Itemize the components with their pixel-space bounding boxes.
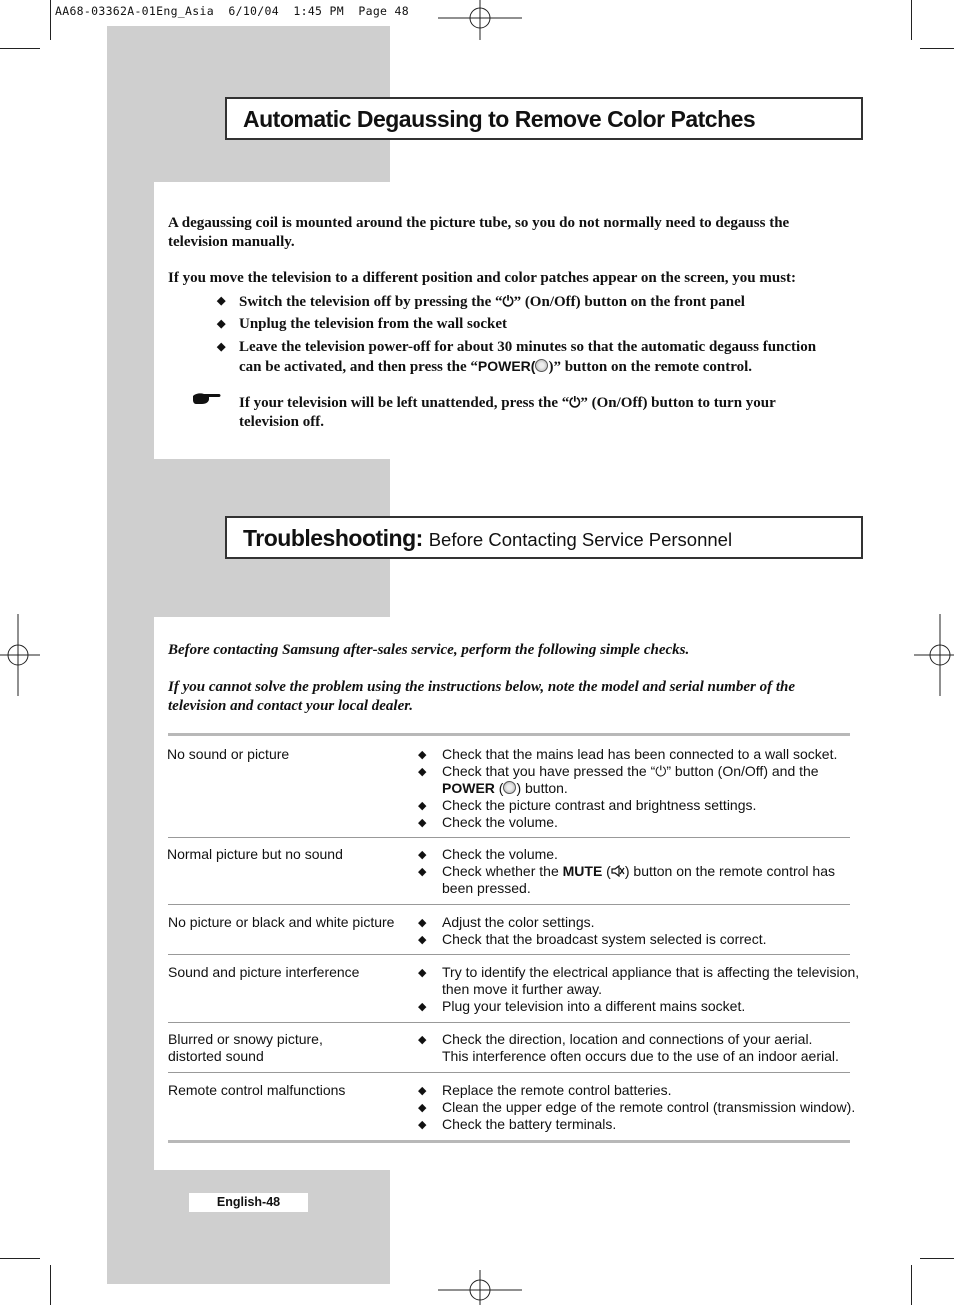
diamond-bullet-icon: ◆ bbox=[418, 967, 427, 979]
diamond-bullet-icon: ◆ bbox=[418, 866, 427, 878]
crop-mark bbox=[920, 1258, 954, 1259]
bullet-item bbox=[217, 338, 857, 378]
para-line: television manually. bbox=[168, 233, 295, 250]
table-row bbox=[418, 746, 858, 830]
table-row bbox=[418, 914, 858, 948]
page-number: English-48 bbox=[189, 1193, 308, 1212]
registration-mark-top bbox=[438, 0, 522, 40]
bullet-text: Switch the television off by pressing the “⏻” (On/Off) button on the front panel bbox=[239, 293, 745, 310]
diamond-bullet-icon: ◆ bbox=[418, 1034, 427, 1046]
table-row bbox=[418, 1082, 858, 1134]
note-line: television off. bbox=[239, 413, 324, 430]
table-top-rule bbox=[168, 733, 850, 736]
bullet-text: Leave the television power-off for about 30 minutes so that the automatic degauss function bbox=[239, 339, 817, 355]
diamond-bullet-icon: ◆ bbox=[217, 341, 226, 353]
crop-mark bbox=[911, 1265, 912, 1305]
section-subheading: Before Contacting Service Personnel bbox=[428, 529, 733, 550]
page-title: Automatic Degaussing to Remove Color Patches bbox=[243, 106, 756, 132]
problem-label: Normal picture but no sound bbox=[167, 846, 343, 862]
row-divider bbox=[168, 1022, 850, 1023]
power-symbol-icon: ⏻ bbox=[655, 763, 667, 779]
power-button-icon bbox=[503, 781, 516, 794]
bullet-text: can be activated, and then press the “POWER( )” button on the remote control. bbox=[239, 358, 753, 375]
check-item: ◆ Adjust the color settings. bbox=[418, 914, 595, 930]
note-line: If your television will be left unattended, press the “⏻” (On/Off) button to turn your bbox=[239, 394, 776, 411]
table-row bbox=[418, 1031, 858, 1065]
diamond-bullet-icon: ◆ bbox=[418, 934, 427, 946]
check-continuation: POWER ( ) button. bbox=[442, 780, 568, 796]
problem-label: Sound and picture interference bbox=[168, 964, 360, 980]
diamond-bullet-icon: ◆ bbox=[418, 1085, 427, 1097]
gray-band bbox=[107, 182, 154, 459]
diamond-bullet-icon: ◆ bbox=[217, 295, 226, 307]
check-item: ◆ Plug your television into a different mains socket. bbox=[418, 998, 746, 1014]
check-item: ◆ Try to identify the electrical appliance that is affecting the television, bbox=[418, 964, 860, 980]
troubleshoot-intro bbox=[168, 678, 858, 715]
problem-label: No picture or black and white picture bbox=[168, 914, 395, 930]
crop-mark bbox=[0, 1258, 40, 1259]
diamond-bullet-icon: ◆ bbox=[418, 817, 427, 829]
power-symbol-icon: ⏻ bbox=[502, 293, 514, 309]
diamond-bullet-icon: ◆ bbox=[418, 766, 427, 778]
troubleshoot-intro: Before contacting Samsung after-sales service, perform the following simple checks. bbox=[168, 642, 690, 658]
check-item: ◆ Check the direction, location and connections of your aerial. bbox=[418, 1031, 813, 1047]
check-continuation: then move it further away. bbox=[442, 981, 603, 997]
crop-mark bbox=[0, 48, 40, 49]
check-item: ◆ Check that you have pressed the “⏻” button (On/Off) and the bbox=[418, 763, 819, 779]
intro-line: television and contact your local dealer. bbox=[168, 697, 413, 714]
table-row bbox=[418, 964, 858, 1016]
crop-mark bbox=[920, 48, 954, 49]
registration-mark-left bbox=[0, 614, 40, 696]
registration-mark-bottom bbox=[438, 1270, 522, 1305]
diamond-bullet-icon: ◆ bbox=[418, 917, 427, 929]
check-continuation: This interference often occurs due to the use of an indoor aerial. bbox=[442, 1048, 839, 1064]
diamond-bullet-icon: ◆ bbox=[217, 318, 226, 330]
check-item: ◆ Check that the broadcast system selected is correct. bbox=[418, 931, 767, 947]
power-symbol-icon: ⏻ bbox=[569, 394, 581, 410]
check-item: ◆ Check whether the MUTE ( ) button on the remote control has bbox=[418, 863, 835, 879]
section-title-degaussing bbox=[225, 97, 863, 140]
diamond-bullet-icon: ◆ bbox=[418, 849, 427, 861]
diamond-bullet-icon: ◆ bbox=[418, 1001, 427, 1013]
degauss-intro bbox=[168, 214, 848, 251]
diamond-bullet-icon: ◆ bbox=[418, 1119, 427, 1131]
check-item: ◆ Replace the remote control batteries. bbox=[418, 1082, 672, 1098]
section-heading: Troubleshooting: Before Contacting Service Personnel bbox=[243, 525, 733, 551]
check-item: ◆ Check that the mains lead has been connected to a wall socket. bbox=[418, 746, 838, 762]
crop-mark bbox=[911, 0, 912, 40]
crop-mark bbox=[50, 1265, 51, 1305]
check-item: ◆ Check the volume. bbox=[418, 846, 558, 862]
row-divider bbox=[168, 837, 850, 838]
problem-label: Blurred or snowy picture, distorted sound bbox=[168, 1031, 323, 1064]
check-continuation: been pressed. bbox=[442, 880, 531, 896]
bullet-text: Unplug the television from the wall socket bbox=[239, 316, 508, 332]
note-text bbox=[239, 393, 859, 431]
check-item: ◆ Check the battery terminals. bbox=[418, 1116, 617, 1132]
problem-label: No sound or picture bbox=[167, 746, 290, 762]
table-bottom-rule bbox=[168, 1140, 850, 1143]
gray-band bbox=[107, 1170, 390, 1284]
row-divider bbox=[168, 904, 850, 905]
check-item: ◆ Check the picture contrast and brightness settings. bbox=[418, 797, 757, 813]
problem-label: Remote control malfunctions bbox=[168, 1082, 346, 1098]
print-header-text: AA68-03362A-01Eng_Asia 6/10/04 1:45 PM Page 48 bbox=[55, 4, 409, 18]
pointing-hand-icon bbox=[192, 390, 222, 406]
intro-line: If you cannot solve the problem using the instructions below, note the model and serial number of the bbox=[168, 679, 796, 695]
para-line: A degaussing coil is mounted around the picture tube, so you do not normally need to degauss the bbox=[168, 215, 790, 231]
diamond-bullet-icon: ◆ bbox=[418, 800, 427, 812]
registration-mark-right bbox=[914, 614, 954, 696]
mute-icon bbox=[611, 865, 625, 877]
row-divider bbox=[168, 1072, 850, 1073]
gray-band bbox=[107, 617, 154, 1170]
section-title-troubleshooting bbox=[225, 516, 863, 559]
check-item: ◆ Check the volume. bbox=[418, 814, 558, 830]
table-row bbox=[418, 846, 858, 898]
diamond-bullet-icon: ◆ bbox=[418, 749, 427, 761]
row-divider bbox=[168, 954, 850, 955]
crop-mark bbox=[50, 0, 51, 40]
power-button-icon bbox=[535, 359, 548, 372]
degauss-instruction: If you move the television to a different position and color patches appear on the screen, you must: bbox=[168, 270, 797, 286]
check-item: ◆ Clean the upper edge of the remote control (transmission window). bbox=[418, 1099, 856, 1115]
diamond-bullet-icon: ◆ bbox=[418, 1102, 427, 1114]
